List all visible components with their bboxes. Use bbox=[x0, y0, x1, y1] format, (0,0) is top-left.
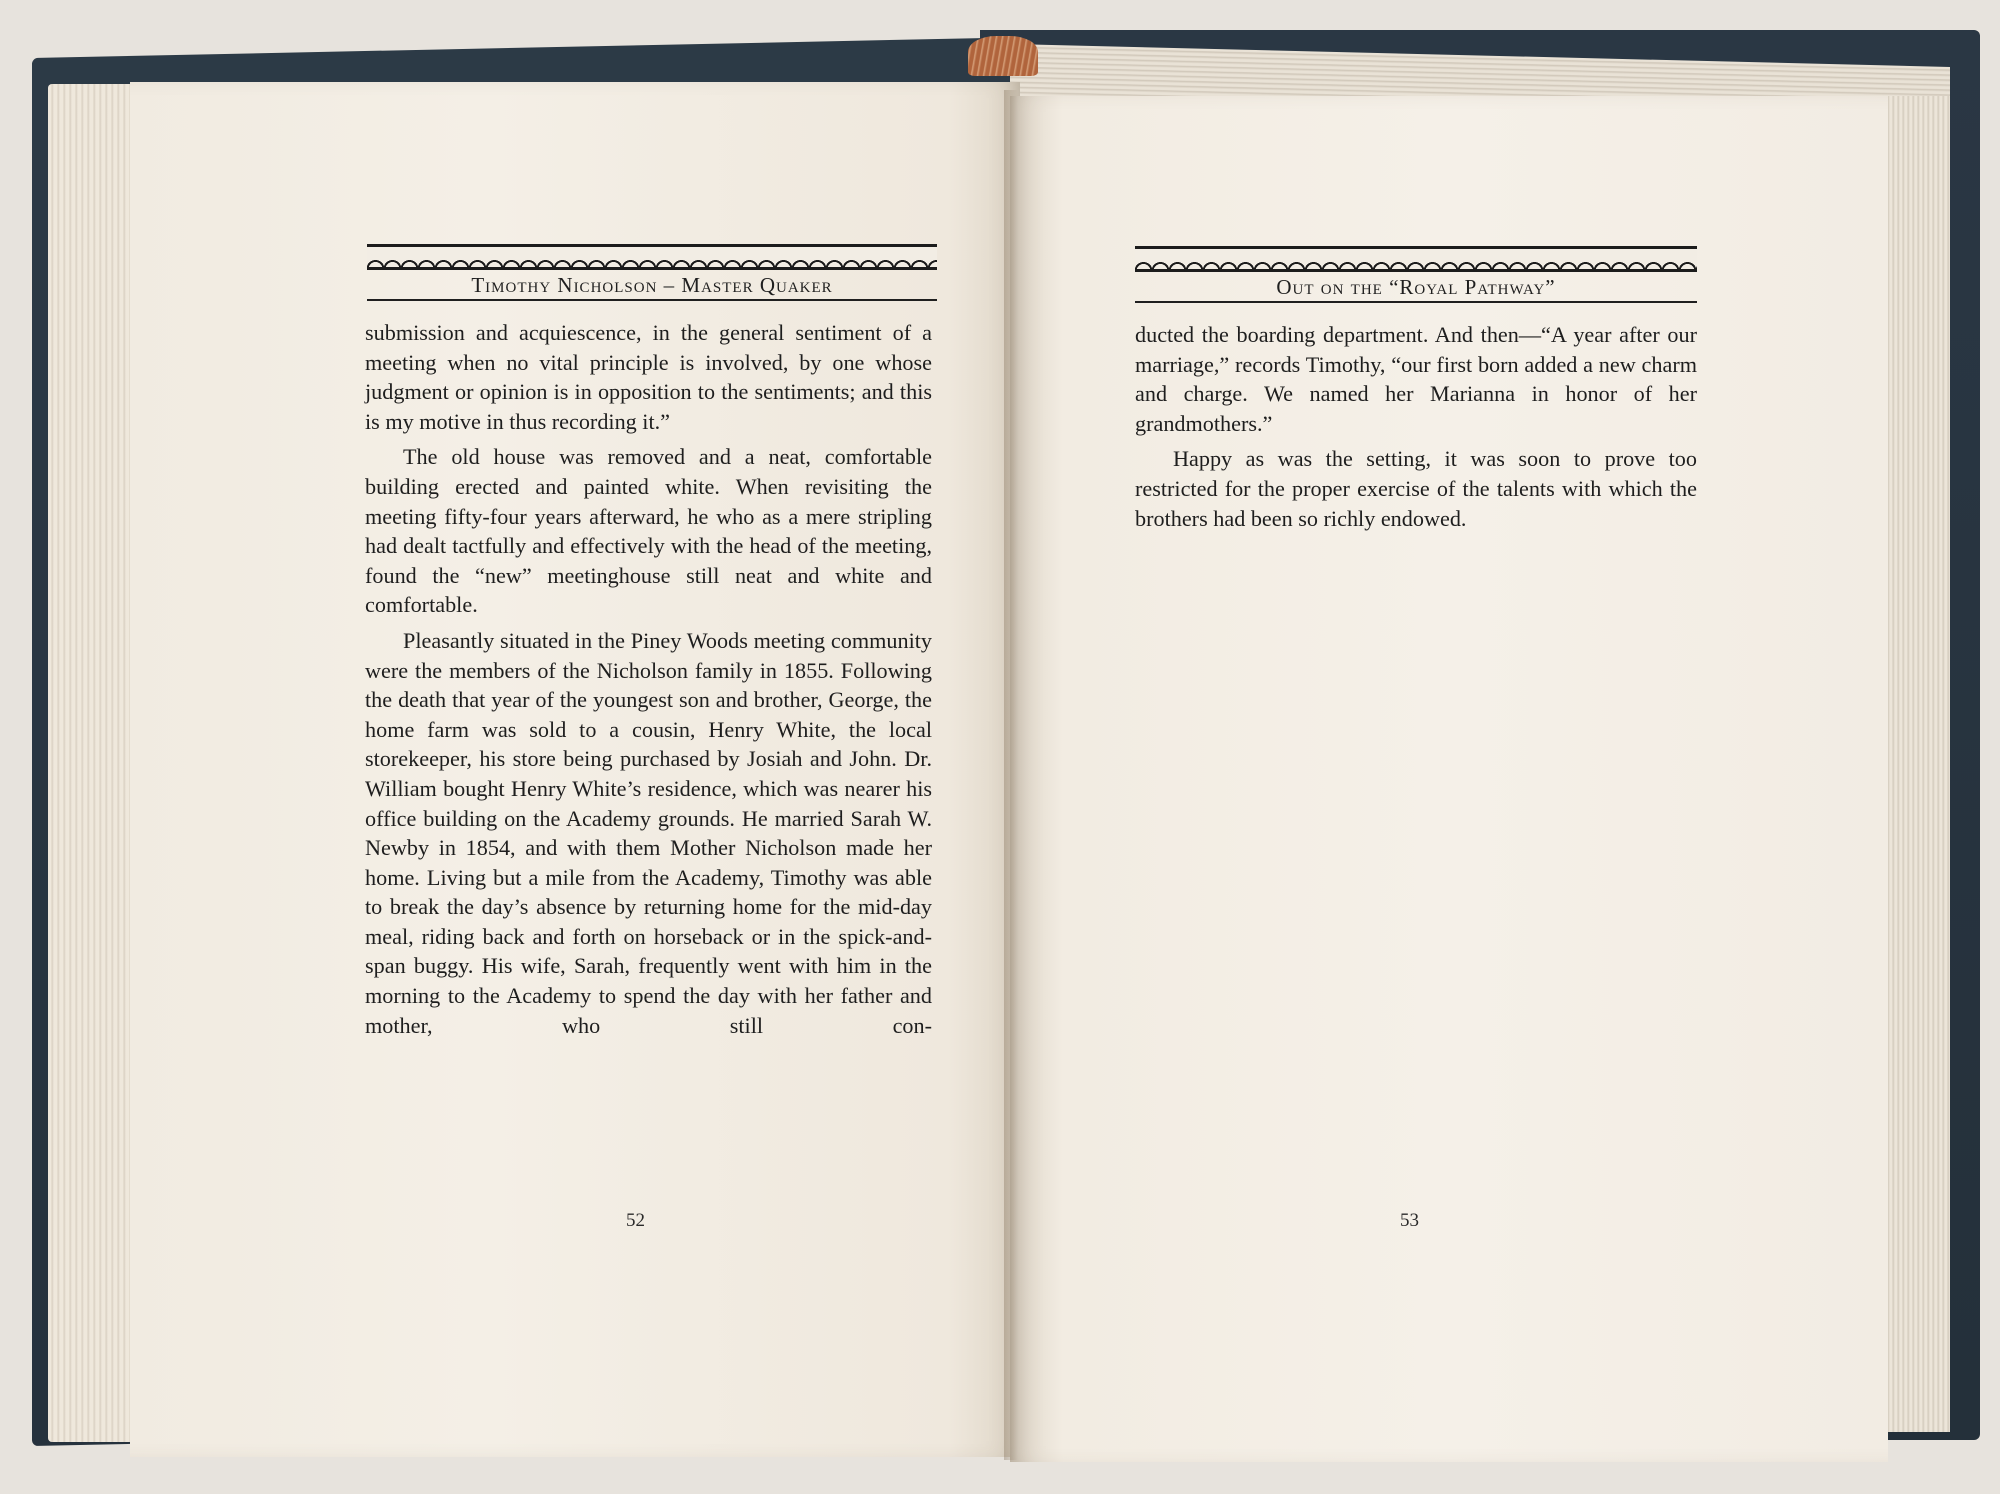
header-ornament bbox=[1135, 246, 1697, 272]
left-page-number: 52 bbox=[626, 1210, 645, 1231]
left-paragraph-2: The old house was removed and a neat, comfortable building erected and painted white. When revisiting the meeting fifty-four years afterward, he who as a mere stripling had dealt tactfully and effectively with the head of the meeting, found the “new” meetinghouse still neat and white and comfortable. bbox=[365, 444, 932, 618]
header-ornament bbox=[367, 244, 937, 270]
left-header bbox=[367, 244, 937, 301]
right-running-head: Out on the “Royal Pathway” bbox=[1135, 272, 1697, 303]
right-paragraph-1: ducted the boarding department. And then—“A year after our marriage,” records Timothy, “our first born added a new charm and charge. We named her Marianna in honor of her grandmothers.” bbox=[1135, 322, 1697, 436]
right-page-number: 53 bbox=[1400, 1210, 1419, 1231]
left-paragraph-3: Pleasantly situated in the Piney Woods meeting community were the members of the Nicholson family in 1855. Following the death that year of the youngest son and brother, George, the home farm was sold to a cousin, Henry White, the local storekeeper, his store being purchased by Josiah and John. Dr. William bought Henry White’s residence, which was nearer his office building on the Academy grounds. He married Sarah W. Newby in 1854, and with them Mother Nicholson made her home. Living but a mile from the Academy, Timothy was able to break the day’s absence by returning home for the mid-day meal, riding back and forth on horseback or in the spick-and-span buggy. His wife, Sarah, frequently went with him in the morning to the Academy to spend the day with her father and mother, who still con- bbox=[365, 627, 932, 1038]
left-text-column bbox=[365, 318, 932, 1040]
right-page-side-edges bbox=[1880, 96, 1950, 1432]
right-paragraph-2: Happy as was the setting, it was soon to prove too restricted for the proper exercise of the talents with which the brothers had been so richly endowed. bbox=[1135, 446, 1697, 531]
left-paragraph-1: submission and acquiescence, in the general sentiment of a meeting when no vital principle is involved, by one whose judgment or opinion is in opposition to the sentiments; and this is my motive in thus recording it.” bbox=[365, 320, 932, 434]
gutter-shadow bbox=[1004, 90, 1018, 1460]
right-text-column bbox=[1135, 320, 1697, 533]
binding-thread bbox=[968, 36, 1038, 76]
left-running-head: Timothy Nicholson – Master Quaker bbox=[367, 270, 937, 301]
right-header bbox=[1135, 246, 1697, 303]
